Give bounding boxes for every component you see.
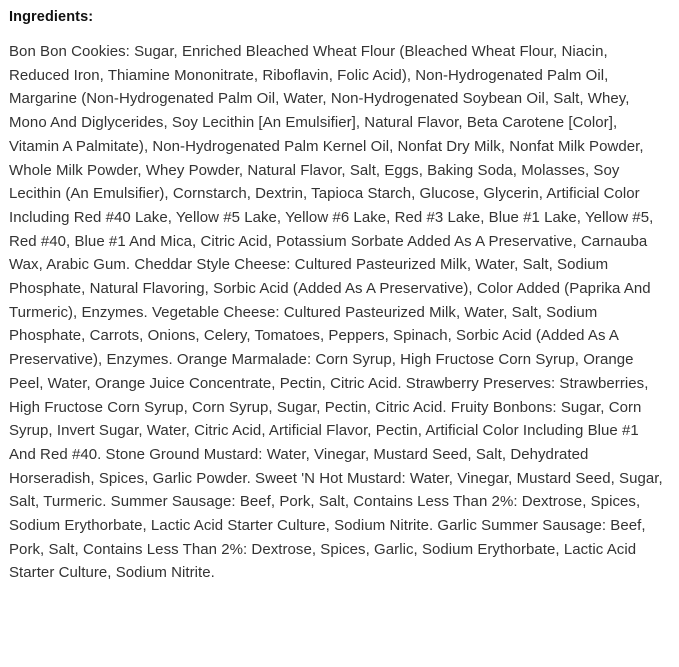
ingredients-text: Bon Bon Cookies: Sugar, Enriched Bleached Wheat Flour (Bleached Wheat Flour, Niacin, Reduced Iron, Thiamine Mononitrate, Riboflavin, Folic Acid), Non-Hydrogenated Palm Oil, Margarine (Non-Hydrogenated Palm Oil, Water, Non-Hydrogenated Soybean Oil, Salt, Whey, Mono And Diglycerides, Soy Lecithin [An Emulsifier], Natural Flavor, Beta Carotene [Color], Vitamin A Palmitate), Non-Hydrogenated Palm Kernel Oil, Nonfat Dry Milk, Nonfat Milk Powder, Whole Milk Powder, Whey Powder, Natural Flavor, Salt, Eggs, Baking Soda, Molasses, Soy Lecithin (An Emulsifier), Cornstarch, Dextrin, Tapioca Starch, Glucose, Glycerin, Artificial Color Including Red #40 Lake, Yellow #5 Lake, Yellow #6 Lake, Red #3 Lake, Blue #1 Lake, Yellow #5, Red #40, Blue #1 And Mica, Citric Acid, Potassium Sorbate Added As A Preservative, Carnauba Wax, Arabic Gum. Cheddar Style Cheese: Cultured Pasteurized Milk, Water, Salt, Sodium Phosphate, Natural Flavoring, Sorbic Acid (Added As A Preservative), Color Added (Paprika And Turmeric), Enzymes. Vegetable Cheese: Cultured Pasteurized Milk, Water, Salt, Sodium Phosphate, Carrots, Onions, Celery, Tomatoes, Peppers, Spinach, Sorbic Acid (Added As A Preservative), Enzymes. Orange Marmalade: Corn Syrup, High Fructose Corn Syrup, Orange Peel, Water, Orange Juice Concentrate, Pectin, Citric Acid. Strawberry Preserves: Strawberries, High Fructose Corn Syrup, Corn Syrup, Sugar, Pectin, Citric Acid. Fruity Bonbons: Sugar, Corn Syrup, Invert Sugar, Water, Citric Acid, Artificial Flavor, Pectin, Artificial Color Including Blue #1 And Red #40. Stone Ground Mustard: Water, Vinegar, Mustard Seed, Salt, Dehydrated Horseradish, Spices, Garlic Powder. Sweet 'N Hot Mustard: Water, Vinegar, Mustard Seed, Sugar, Salt, Turmeric. Summer Sausage: Beef, Pork, Salt, Contains Less Than 2%: Dextrose, Spices, Sodium Erythorbate, Lactic Acid Starter Culture, Sodium Nitrite. Garlic Summer Sausage: Beef, Pork, Salt, Contains Less Than 2%: Dextrose, Spices, Garlic, Sodium Erythorbate, Lactic Acid Starter Culture, Sodium Nitrite. xyxy=(9,43,663,582)
ingredients-heading: Ingredients: xyxy=(9,9,94,25)
